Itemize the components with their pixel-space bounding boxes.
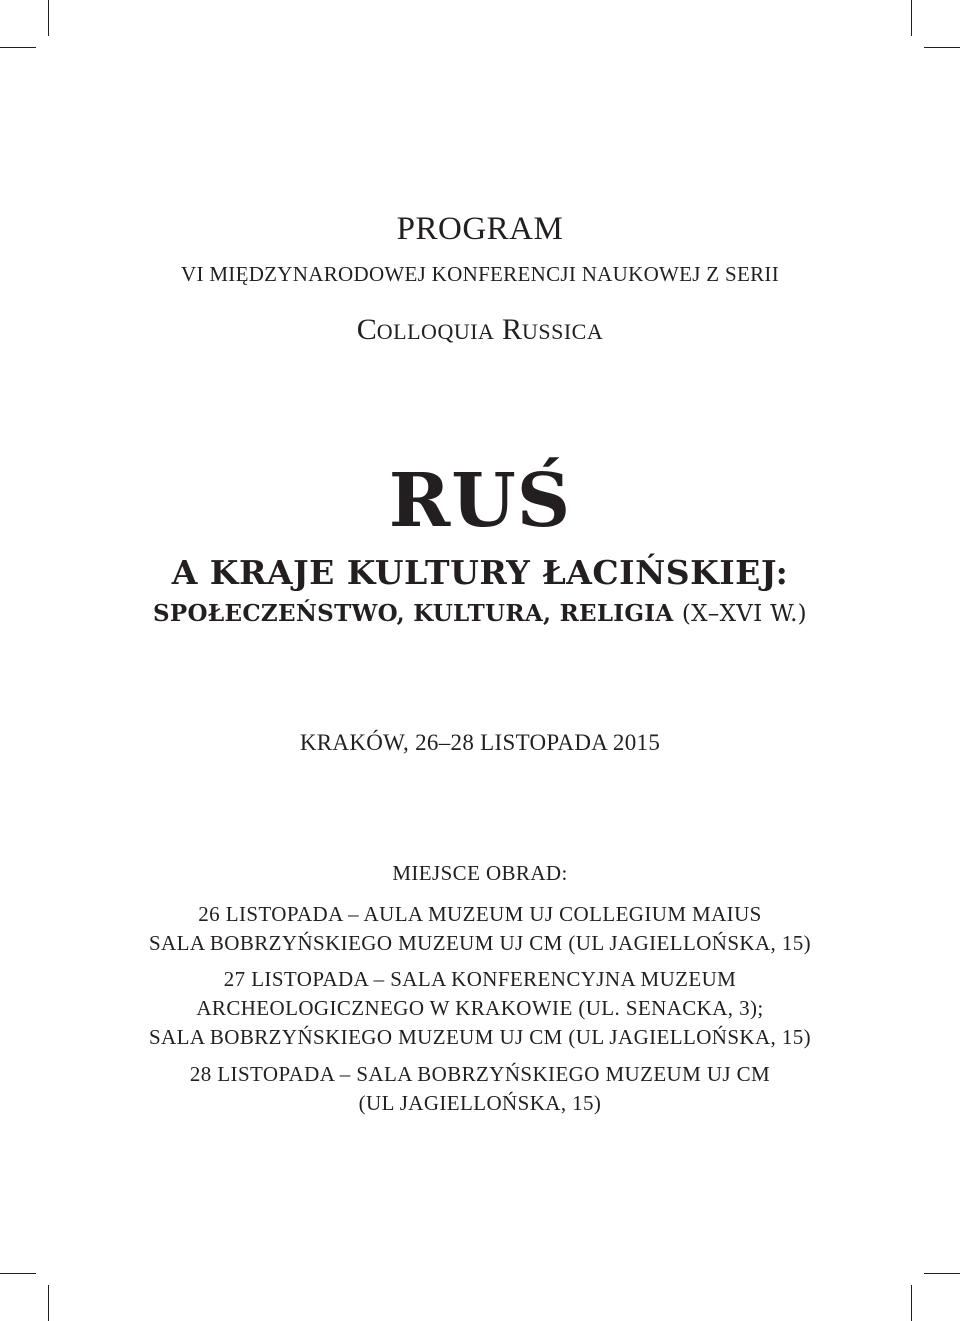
venue-line: (UL JAGIELLOŃSKA, 15) [358, 1091, 602, 1115]
venue-line: SALA BOBRZYŃSKIEGO MUZEUM UJ CM (UL JAGIELLOŃSKA, 15) [148, 1025, 812, 1049]
title-line-3-text: SPOŁECZEŃSTWO, KULTURA, RELIGIA [153, 600, 674, 627]
program-heading: PROGRAM [396, 211, 564, 247]
venue-line: SALA BOBRZYŃSKIEGO MUZEUM UJ CM (UL JAGIELLOŃSKA, 15) [148, 931, 812, 955]
title-line-3 [0, 600, 960, 627]
crop-mark-top-right-vertical [911, 0, 912, 36]
series-word2-initial: R [501, 313, 522, 346]
series-word2-rest: USSICA [521, 319, 604, 344]
venue-line: ARCHEOLOGICZNEGO W KRAKOWIE (UL. SENACKA, 3); [196, 996, 764, 1020]
title-line-2: A KRAJE KULTURY ŁACIŃSKIEJ: [171, 553, 789, 592]
venue-line: 26 LISTOPADA – AULA MUZEUM UJ COLLEGIUM MAIUS [198, 902, 762, 926]
crop-mark-bottom-left-vertical [48, 1285, 49, 1321]
crop-mark-bottom-right-horizontal [924, 1273, 960, 1274]
crop-mark-bottom-left-horizontal [0, 1273, 36, 1274]
conference-subtitle: VI MIĘDZYNARODOWEJ KONFERENCJI NAUKOWEJ Z SERII [181, 262, 779, 286]
series-word1-rest: OLLOQUIA [376, 319, 495, 344]
series-name [0, 313, 960, 347]
title-line-3-period: (X–XVI W.) [681, 601, 807, 627]
crop-mark-top-right-horizontal [924, 47, 960, 48]
venue-line: 27 LISTOPADA – SALA KONFERENCYJNA MUZEUM [223, 967, 737, 991]
crop-mark-top-left-vertical [48, 0, 49, 36]
crop-mark-top-left-horizontal [0, 47, 36, 48]
place-date: KRAKÓW, 26–28 LISTOPADA 2015 [299, 730, 661, 755]
main-title: RUŚ [388, 458, 572, 544]
series-word1-initial: C [356, 313, 377, 346]
crop-mark-bottom-right-vertical [911, 1285, 912, 1321]
venue-line: 28 LISTOPADA – SALA BOBRZYŃSKIEGO MUZEUM UJ CM [189, 1062, 771, 1086]
venue-label: MIEJSCE OBRAD: [392, 861, 568, 885]
